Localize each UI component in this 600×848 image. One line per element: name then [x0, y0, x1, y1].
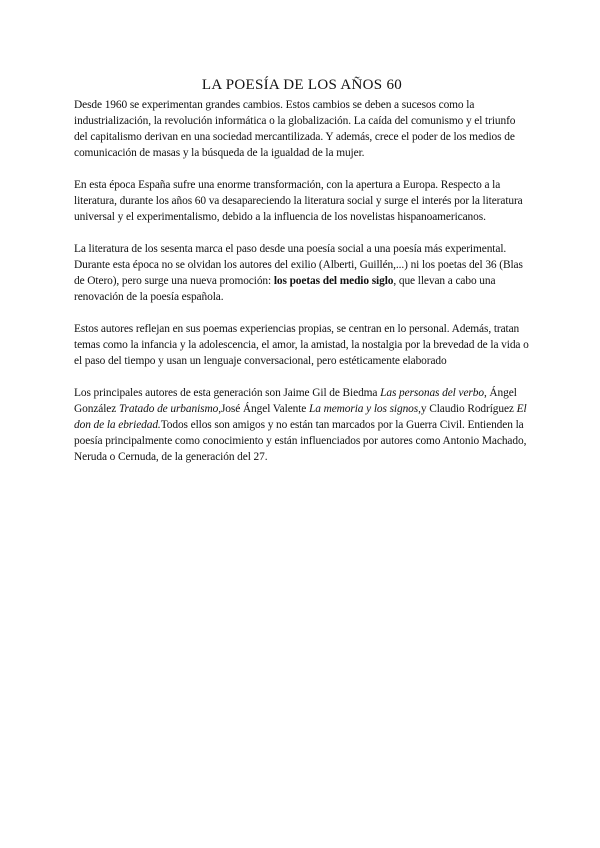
work-title: El don de la ebriedad.	[74, 403, 527, 431]
paragraph-themes: Estos autores reflejan en sus poemas experiencias propias, se centran en lo personal. Además, tratan temas como la infancia y la adolescencia, el amor, la amistad, la nostalgia por la brevedad de la vida o el paso del tiempo y usan un lenguaje conversacional, pero estéticamente elaborado	[74, 323, 529, 367]
document-body	[74, 76, 530, 481]
paragraph-sixties-text-end: , que llevan a cabo una renovación de la poesía española.	[74, 275, 496, 303]
authors-text: Los principales autores de esta generación son Jaime Gil de Biedma	[74, 387, 381, 399]
document-title: LA POESÍA DE LOS AÑOS 60	[201, 77, 403, 93]
authors-text: ,José Ángel Valente	[218, 403, 310, 415]
medio-siglo-term: los poetas del medio siglo	[273, 275, 394, 287]
authors-text: ,y Claudio Rodríguez	[418, 403, 517, 415]
paragraph-context: Desde 1960 se experimentan grandes cambios. Estos cambios se deben a sucesos como la industrialización, la revolución informática o la globalización. La caída del comunismo y el triunfo del capitalismo derivan en una sociedad mercantilizada. Y además, crece el poder de los medios de comunicación de masas y la búsqueda de la igualdad de la mujer.	[74, 99, 516, 159]
work-title: Las personas del verbo	[380, 387, 484, 399]
work-title: Tratado de urbanismo	[118, 403, 219, 415]
paragraph-authors	[74, 385, 530, 465]
authors-text: , Ángel González	[74, 387, 517, 415]
work-title: La memoria y los signos	[309, 403, 419, 415]
paragraph-sixties-text: La literatura de los sesenta marca el paso desde una poesía social a una poesía más experimental. Durante esta época no se olvidan los autores del exilio (Alberti, Guillén,...) ni los poetas del 36 (Blas de Otero), pero surge una nueva promoción:	[74, 243, 523, 287]
authors-text: Todos ellos son amigos y no están tan marcados por la Guerra Civil. Entienden la poesía principalmente como conocimiento y están influenciados por autores como Antonio Machado, Neruda o Cernuda, de la generación del 27.	[74, 419, 527, 463]
paragraph-sixties-literature	[74, 241, 530, 305]
paragraph-spain: En esta época España sufre una enorme transformación, con la apertura a Europa. Respecto a la literatura, durante los años 60 va desapareciendo la literatura social y surge el interés por la literatura universal y el experimentalismo, debido a la influencia de los novelistas hispanoamericanos.	[74, 179, 523, 223]
